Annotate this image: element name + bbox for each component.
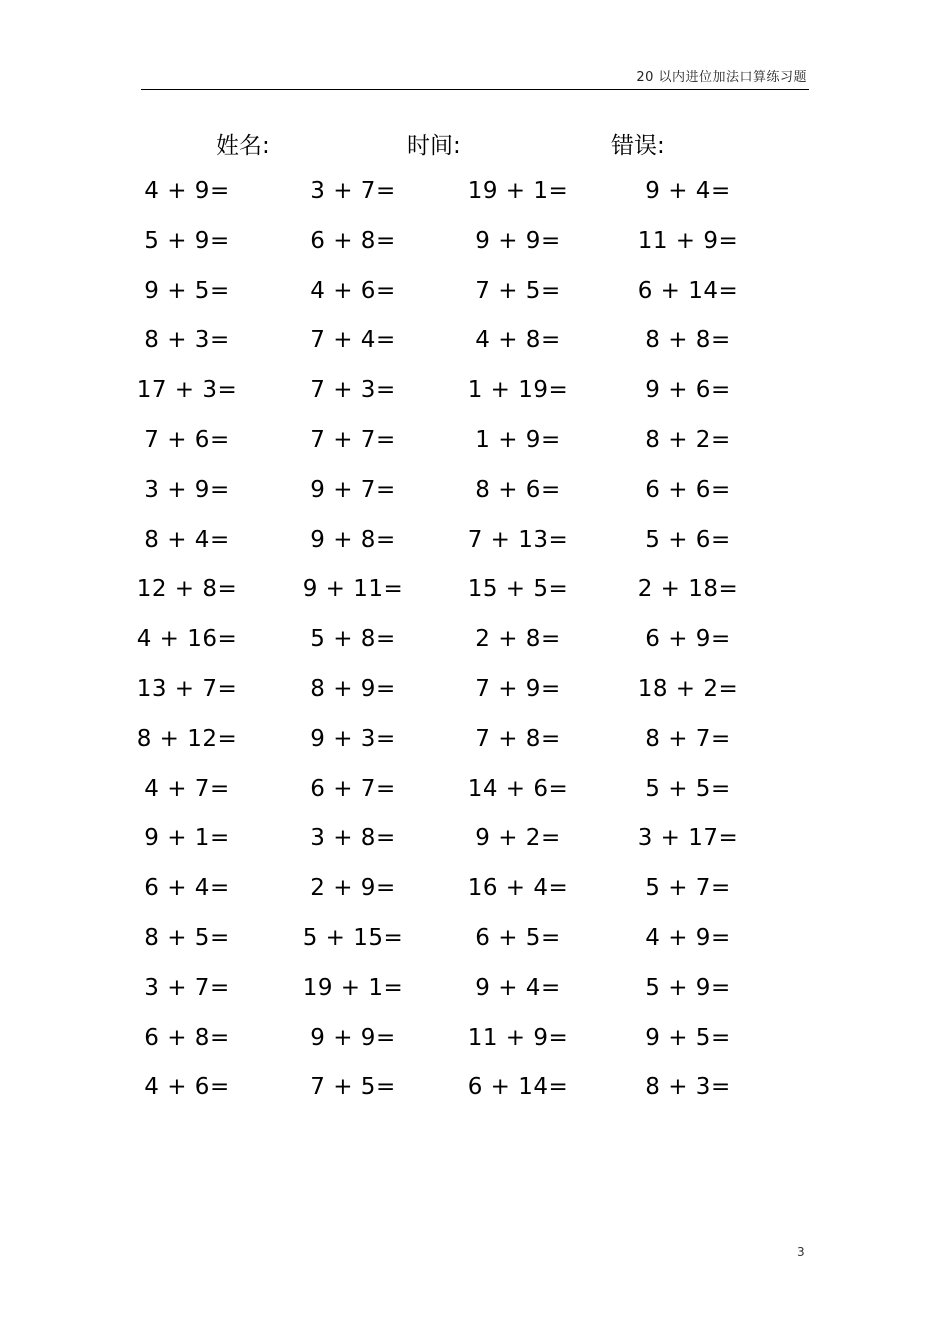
problem-row xyxy=(0,919,950,969)
problem-row xyxy=(0,1068,950,1118)
problem-cell: 6 + 5= xyxy=(475,924,561,951)
problem-cell: 9 + 11= xyxy=(302,576,404,603)
problem-cell: 6 + 7= xyxy=(310,775,396,802)
problem-cell: 7 + 13= xyxy=(467,526,569,553)
problem-cell: 5 + 8= xyxy=(310,626,396,653)
problem-cell: 5 + 9= xyxy=(645,974,731,1001)
problem-cell: 8 + 9= xyxy=(310,675,396,702)
problem-cell: 9 + 4= xyxy=(645,178,731,204)
problem-cell: 8 + 5= xyxy=(144,924,230,951)
problem-row xyxy=(0,969,950,1019)
name-label: 姓名: xyxy=(216,133,270,159)
problem-cell: 16 + 4= xyxy=(467,875,569,902)
problem-cell: 7 + 7= xyxy=(310,426,396,453)
problem-cell: 7 + 4= xyxy=(310,327,396,354)
problem-cell: 6 + 14= xyxy=(637,277,739,304)
problem-cell: 6 + 8= xyxy=(144,1024,230,1051)
problem-row xyxy=(0,521,950,571)
problem-row xyxy=(0,321,950,371)
problem-cell: 5 + 9= xyxy=(144,227,230,254)
problem-cell: 4 + 6= xyxy=(310,277,396,304)
problem-cell: 6 + 6= xyxy=(645,476,731,503)
problem-row xyxy=(0,570,950,620)
problem-cell: 4 + 8= xyxy=(475,327,561,354)
time-label: 时间: xyxy=(407,133,461,159)
problem-cell: 9 + 1= xyxy=(144,825,230,852)
problem-cell: 8 + 12= xyxy=(136,725,238,752)
problem-row xyxy=(0,720,950,770)
problem-cell: 3 + 8= xyxy=(310,825,396,852)
problem-cell: 4 + 16= xyxy=(136,626,238,653)
problem-cell: 4 + 9= xyxy=(645,924,731,951)
problem-cell: 6 + 4= xyxy=(144,875,230,902)
problem-cell: 15 + 5= xyxy=(467,576,569,603)
problem-cell: 9 + 9= xyxy=(475,227,561,254)
problem-grid xyxy=(0,172,950,1118)
header-title: 20 以内进位加法口算练习题 xyxy=(636,70,807,85)
problem-row xyxy=(0,869,950,919)
problem-cell: 5 + 6= xyxy=(645,526,731,553)
problem-cell: 7 + 9= xyxy=(475,675,561,702)
page-number: 3 xyxy=(797,1245,805,1259)
problem-cell: 2 + 8= xyxy=(475,626,561,653)
problem-cell: 8 + 4= xyxy=(144,526,230,553)
problem-cell: 6 + 14= xyxy=(467,1074,569,1101)
problem-cell: 8 + 2= xyxy=(645,426,731,453)
problem-cell: 7 + 5= xyxy=(310,1074,396,1101)
problem-cell: 7 + 5= xyxy=(475,277,561,304)
problem-cell: 8 + 6= xyxy=(475,476,561,503)
problem-cell: 13 + 7= xyxy=(136,675,238,702)
problem-cell: 5 + 15= xyxy=(302,924,404,951)
problem-row xyxy=(0,620,950,670)
problem-cell: 3 + 7= xyxy=(144,974,230,1001)
problem-cell: 1 + 9= xyxy=(475,426,561,453)
problem-cell: 8 + 3= xyxy=(144,327,230,354)
problem-row xyxy=(0,471,950,521)
problem-cell: 9 + 5= xyxy=(144,277,230,304)
problem-cell: 9 + 2= xyxy=(475,825,561,852)
problem-cell: 1 + 19= xyxy=(467,377,569,404)
problem-cell: 3 + 7= xyxy=(310,178,396,204)
problem-cell: 7 + 6= xyxy=(144,426,230,453)
problem-cell: 9 + 7= xyxy=(310,476,396,503)
problem-cell: 8 + 8= xyxy=(645,327,731,354)
problem-cell: 4 + 7= xyxy=(144,775,230,802)
problem-cell: 9 + 3= xyxy=(310,725,396,752)
problem-cell: 4 + 9= xyxy=(144,178,230,204)
problem-cell: 14 + 6= xyxy=(467,775,569,802)
problem-cell: 6 + 9= xyxy=(645,626,731,653)
problem-cell: 3 + 17= xyxy=(637,825,739,852)
problem-cell: 11 + 9= xyxy=(467,1024,569,1051)
problem-cell: 9 + 4= xyxy=(475,974,561,1001)
problem-row xyxy=(0,819,950,869)
problem-cell: 4 + 6= xyxy=(144,1074,230,1101)
problem-cell: 5 + 5= xyxy=(645,775,731,802)
problem-cell: 17 + 3= xyxy=(136,377,238,404)
problem-cell: 9 + 9= xyxy=(310,1024,396,1051)
problem-cell: 18 + 2= xyxy=(637,675,739,702)
errors-label: 错误: xyxy=(611,133,665,159)
problem-cell: 8 + 7= xyxy=(645,725,731,752)
problem-cell: 19 + 1= xyxy=(302,974,404,1001)
problem-cell: 19 + 1= xyxy=(467,178,569,204)
problem-cell: 2 + 18= xyxy=(637,576,739,603)
problem-row xyxy=(0,1019,950,1069)
problem-row xyxy=(0,222,950,272)
problem-row xyxy=(0,172,950,222)
problem-row xyxy=(0,421,950,471)
problem-cell: 3 + 9= xyxy=(144,476,230,503)
problem-row xyxy=(0,670,950,720)
problem-row xyxy=(0,272,950,322)
problem-cell: 9 + 6= xyxy=(645,377,731,404)
problem-cell: 12 + 8= xyxy=(136,576,238,603)
header-rule xyxy=(141,89,809,90)
problem-cell: 11 + 9= xyxy=(637,227,739,254)
problem-row xyxy=(0,371,950,421)
problem-cell: 9 + 8= xyxy=(310,526,396,553)
problem-cell: 9 + 5= xyxy=(645,1024,731,1051)
problem-cell: 6 + 8= xyxy=(310,227,396,254)
problem-row xyxy=(0,770,950,820)
problem-cell: 8 + 3= xyxy=(645,1074,731,1101)
problem-cell: 5 + 7= xyxy=(645,875,731,902)
problem-cell: 7 + 8= xyxy=(475,725,561,752)
problem-cell: 2 + 9= xyxy=(310,875,396,902)
problem-cell: 7 + 3= xyxy=(310,377,396,404)
